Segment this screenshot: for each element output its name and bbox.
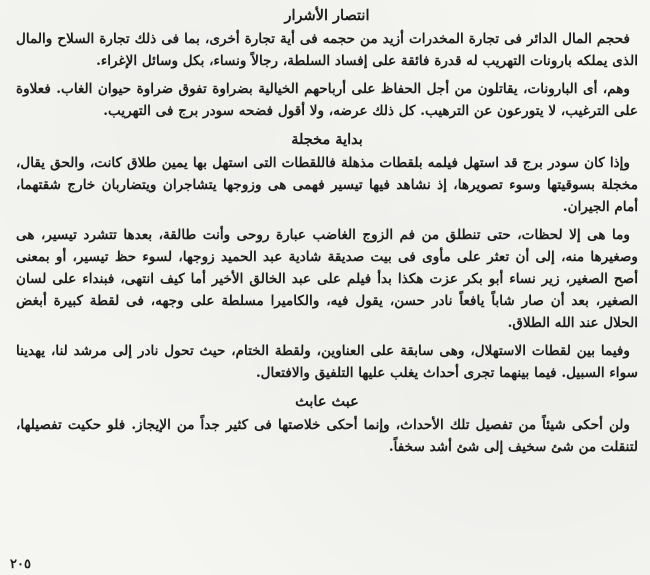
section-heading-embarrassing-start: بداية مخجلة — [291, 131, 363, 148]
paragraph: وفيما بين لقطات الاستهلال، وهى سابقة على العناوين، ولقطة الختام، حيث تحول نادر إلى مرشد لنا، يهدينا سواء السبيل. فيما بينهما تجرى أحداث يغلب عليها التلفيق والافتعال. — [16, 343, 638, 381]
paragraph: وما هى إلا لحظات، حتى تنطلق من فم الزوج الغاضب عبارة روحى وأنت طالقة، بعدها تتشرد تيسير، هى وصغيرها منه، إلى أن تعثر على مأوى فى بيت صديقة شادية عبد الحميد زوجها، لسوء حظ تيسير، أو بمعنى أصح الصغير، زير نساء أبو بكر عزت هكذا بدأ فيلم على عبد الخالق الأخير أما كيف انتهى، فبنداء على لسان الصغير، بعد أن صار شاباً يافعاً نادر حسن، يقول فيه، والكاميرا مسلطة على وجهه، فى لقطة كبيرة أبغض الحلال عند الله الطلاق. — [16, 227, 638, 331]
page-content — [16, 4, 638, 464]
paragraph: ولن أحكى شيئاً من تفصيل تلك الأحداث، وإنما أحكى خلاصتها فى كثير جداً من الإيجاز. فلو حكيت تفصيلها، لتنقلت من شئ سخيف إلى شئ أشد سخفاً. — [16, 417, 638, 455]
section-heading-absurd-tampering: عبث عابث — [295, 393, 359, 410]
paragraph: فحجم المال الدائر فى تجارة المخدرات أزيد من حجمه فى أية تجارة أخرى، بما فى ذلك تجارة السلاح والمال الذى يملكه بارونات التهريب له قدرة فائقة على إفساد السلطة، رجالاً ونساء، بكل وسائل الإغراء. — [16, 31, 638, 69]
section-heading-triumph-of-villains: انتصار الأشرار — [284, 7, 370, 24]
paragraph: وإذا كان سودر برج قد استهل فيلمه بلقطات مذهلة فاللقطات التى استهل بها يمين طلاق كانت، والحق يقال، مخجلة بسوقيتها وسوء تصويرها، إذ نشاهد فيها تيسير فهمى هى وزوجها يتشاجران ويتضاربان خارج شقتهما، أمام الجيران. — [16, 155, 638, 215]
page-number: ٢٠٥ — [10, 557, 31, 572]
paragraph: وهم، أى البارونات، يقاتلون من أجل الحفاظ على أرباحهم الخيالية بضراوة تفوق ضراوة حيوان الغاب. فعلاوة على الترغيب، لا يتورعون عن الترهيب. كل ذلك عرضه، ولا أقول فضحه سودر برج فى التهريب. — [16, 81, 638, 119]
